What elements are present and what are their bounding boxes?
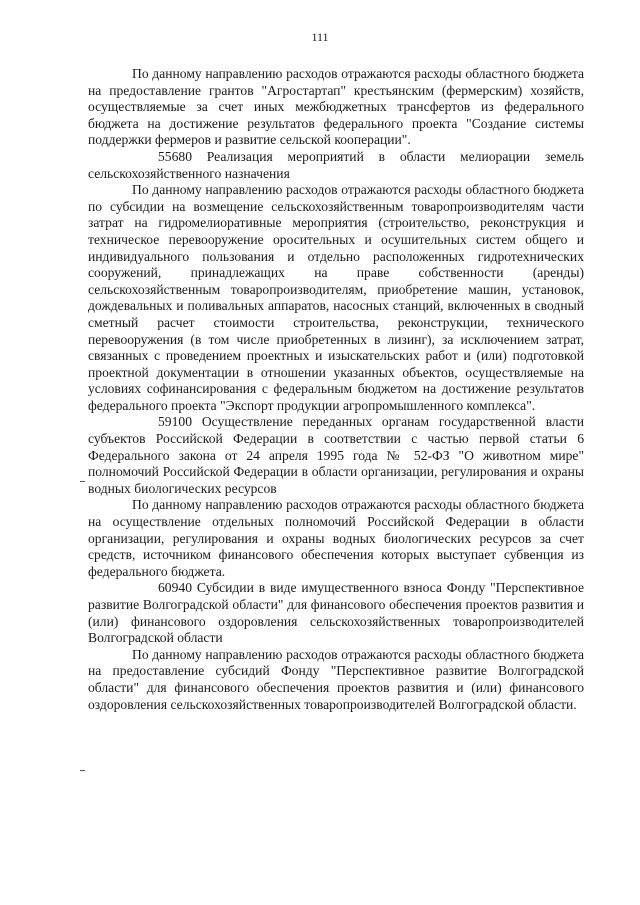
scan-mark <box>80 481 85 482</box>
paragraph-fund-subsidy: По данному направлению расходов отражаются расходы областного бюджета на предоставление субсидий Фонду "Перспективное развитие Волгоградской области" для финансового обеспечения проектов развития и (или) финансового оздоровления сельскохозяйственных товаропроизводителей Волгоградской области. <box>88 646 584 712</box>
page-number: 111 <box>311 30 329 44</box>
paragraph-grants-agrostartup: По данному направлению расходов отражаются расходы областного бюджета на предоставление грантов "Агростартап" крестьянским (фермерским) хозяйств, осуществляемые за счет иных межбюджетных трансфертов из федерального бюджета на достижение результатов федерального проекта "Создание системы поддержки фермеров и развитие сельской кооперации". <box>88 66 584 148</box>
heading-55680: 55680 Реализация мероприятий в области мелиорации земель сельскохозяйственного назначения <box>88 148 584 181</box>
paragraph-aquatic-resources: По данному направлению расходов отражаются расходы областного бюджета на осуществление отдельных полномочий Российской Федерации в области организации, регулирования и охраны водных биологических ресурсов за счет средств, источником финансового обеспечения которых выступает субвенция из федерального бюджета. <box>88 497 584 579</box>
document-body <box>88 66 584 713</box>
paragraph-melioration-subsidy: По данному направлению расходов отражаются расходы областного бюджета по субсидии на возмещение сельскохозяйственным товаропроизводителям части затрат на гидромелиоративные мероприятия (строительство, реконструкция и техническое перевооружение оросительных и осушительных систем общего и индивидуального пользования и отдельно расположенных гидротехнических сооружений, принадлежащих на праве собственности (аренды) сельскохозяйственным товаропроизводителям, приобретение машин, установок, дождевальных и поливальных аппаратов, насосных станций, включенных в сводный сметный расчет стоимости строительства, реконструкции, технического перевооружения (в том числе приобретенных в лизинг), за исключением затрат, связанных с проведением проектных и изыскательских работ и (или) подготовкой проектной документации в отношении указанных объектов, осуществляемые на условиях софинансирования с федеральным бюджетом на достижение результатов федерального проекта "Экспорт продукции агропромышленного комплекса". <box>88 182 584 413</box>
scan-mark <box>80 770 85 771</box>
heading-59100: 59100 Осуществление переданных органам государственной власти субъектов Российской Федерации в соответствии с частью первой статьи 6 Федерального закона от 24 апреля 1995 года № 52-ФЗ "О животном мире" полномочий Российской Федерации в области организации, регулирования и охраны водных биологических ресурсов <box>88 414 584 496</box>
heading-60940: 60940 Субсидии в виде имущественного взноса Фонду "Перспективное развитие Волгоградской области" для финансового обеспечения проектов развития и (или) финансового оздоровления сельскохозяйственных товаропроизводителей Волгоградской области <box>88 580 584 646</box>
